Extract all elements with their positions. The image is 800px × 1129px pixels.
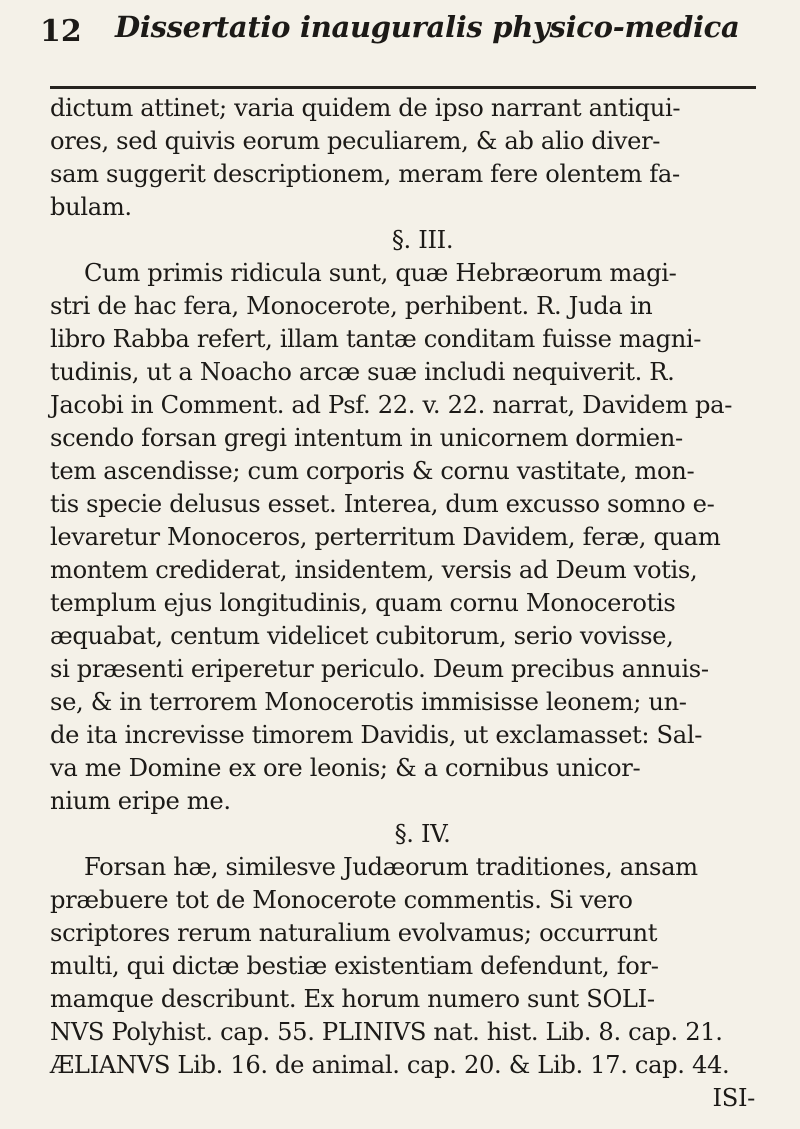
body-text	[50, 92, 775, 1115]
text-line: de ita increvisse timorem Davidis, ut exclamasset: Sal-	[50, 721, 703, 749]
text-line: Jacobi in Comment. ad Psf. 22. v. 22. narrat, Davidem pa-	[50, 391, 733, 419]
text-line: Cum primis ridicula sunt, quæ Hebræorum magi-	[84, 259, 677, 287]
text-line: tis specie delusus esset. Interea, dum excusso somno e-	[50, 490, 715, 518]
running-title: Dissertatio inauguralis physico-medica	[115, 10, 740, 44]
text-line: nium eripe me.	[50, 787, 231, 815]
text-line: præbuere tot de Monocerote commentis. Si vero	[50, 886, 633, 914]
text-line: scriptores rerum naturalium evolvamus; occurrunt	[50, 919, 658, 947]
text-line: scendo forsan gregi intentum in unicornem dormien-	[50, 424, 683, 452]
text-line: si præsenti eriperetur periculo. Deum precibus annuis-	[50, 655, 709, 683]
text-line: multi, qui dictæ bestiæ existentiam defendunt, for-	[50, 952, 659, 980]
text-line: stri de hac fera, Monocerote, perhibent. R. Juda in	[50, 292, 653, 320]
text-line: NVS Polyhist. cap. 55. PLINIVS nat. hist. Lib. 8. cap. 21.	[50, 1018, 723, 1046]
text-line: æquabat, centum videlicet cubitorum, serio vovisse,	[50, 622, 674, 650]
text-line: sam suggerit descriptionem, meram fere olentem fa-	[50, 160, 680, 188]
section-heading: §. IV.	[394, 820, 451, 848]
text-line: tem ascendisse; cum corporis & cornu vastitate, mon-	[50, 457, 695, 485]
section-heading: §. III.	[391, 226, 454, 254]
text-line: montem crediderat, insidentem, versis ad Deum votis,	[50, 556, 698, 584]
text-line: templum ejus longitudinis, quam cornu Monocerotis	[50, 589, 676, 617]
text-line: se, & in terrorem Monocerotis immisisse leonem; un-	[50, 688, 687, 716]
text-line: va me Domine ex ore leonis; & a cornibus unicor-	[50, 754, 641, 782]
text-line: Forsan hæ, similesve Judæorum traditiones, ansam	[84, 853, 698, 881]
text-line: ÆLIANVS Lib. 16. de animal. cap. 20. & Lib. 17. cap. 44.	[50, 1051, 730, 1079]
catchword: ISI-	[712, 1084, 755, 1112]
text-line: levaretur Monoceros, perterritum Davidem, feræ, quam	[50, 523, 721, 551]
text-line: bulam.	[50, 193, 132, 221]
text-line: libro Rabba refert, illam tantæ conditam fuisse magni-	[50, 325, 702, 353]
page-number: 12	[40, 14, 82, 49]
text-line: mamque describunt. Ex horum numero sunt SOLI-	[50, 985, 655, 1013]
text-line: ores, sed quivis eorum peculiarem, & ab alio diver-	[50, 127, 661, 155]
text-line: dictum attinet; varia quidem de ipso narrant antiqui-	[50, 94, 681, 122]
text-line: tudinis, ut a Noacho arcæ suæ includi nequiverit. R.	[50, 358, 675, 386]
page-header	[40, 4, 760, 54]
header-rule	[50, 86, 756, 89]
